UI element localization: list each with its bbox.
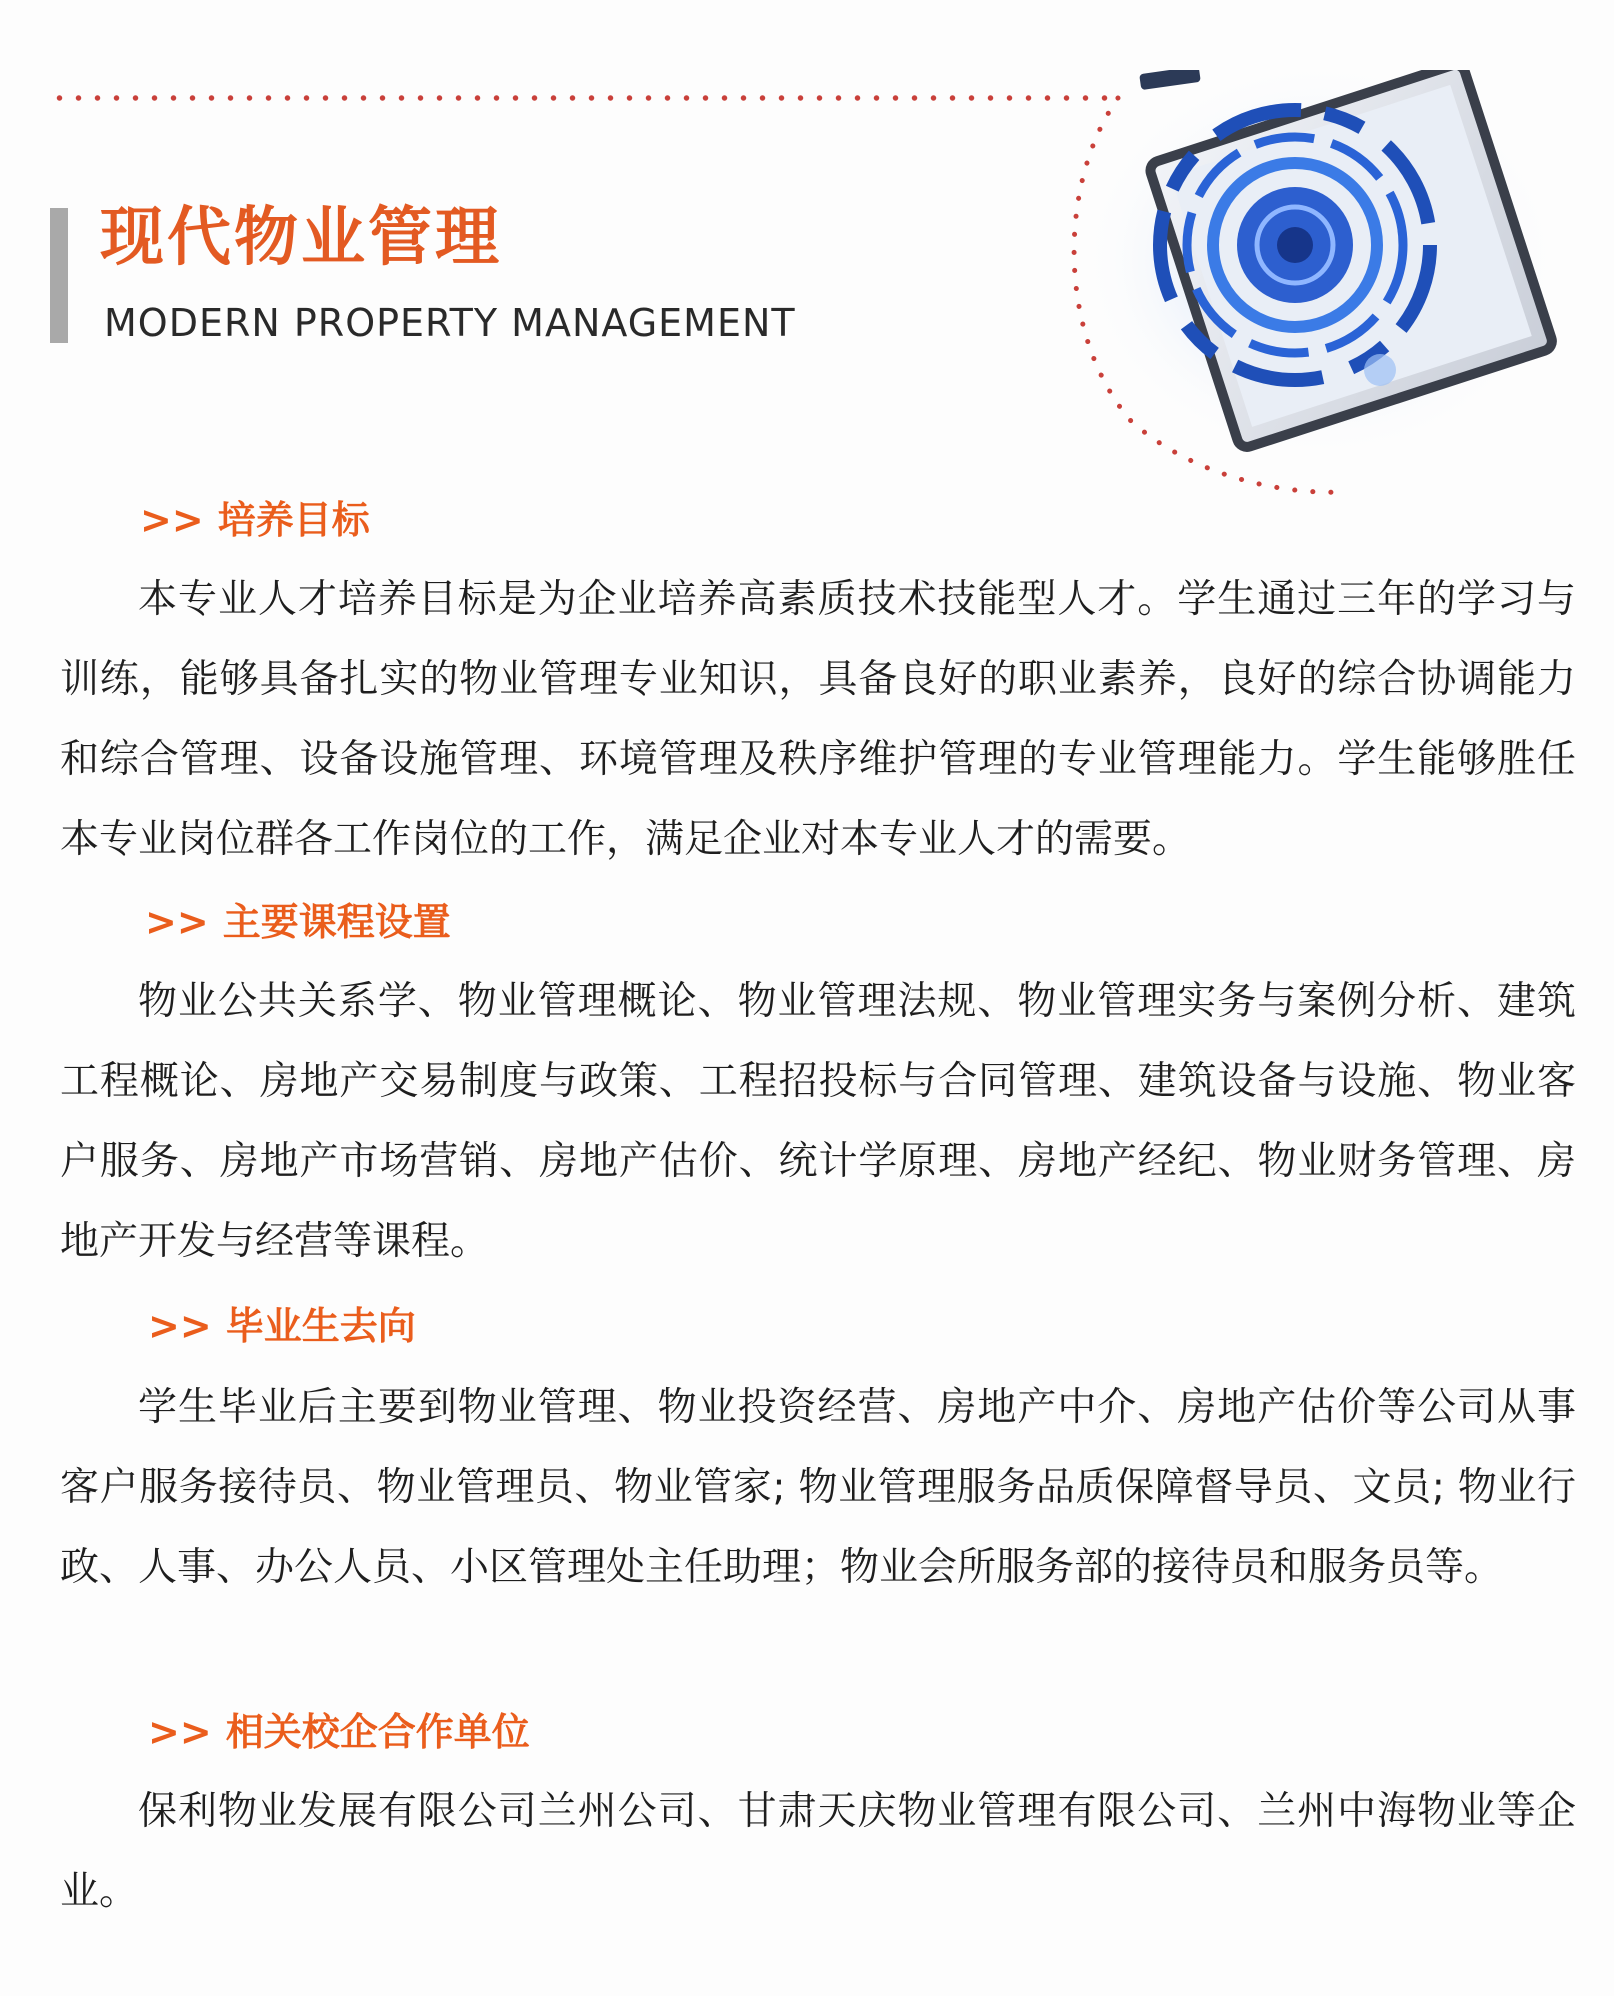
double-chevron-icon: >>: [148, 1710, 212, 1754]
section-body-main-courses: 物业公共关系学、物业管理概论、物业管理法规、物业管理实务与案例分析、建筑工程概论、房地产交易制度与政策、工程招投标与合同管理、建筑设备与设施、物业客户服务、房地产市场营销、房地产估价、统计学原理、房地产经纪、物业财务管理、房地产开发与经营等课程。: [60, 979, 1576, 1264]
page-title: 现代物业管理: [100, 201, 502, 275]
double-chevron-icon: >>: [145, 900, 209, 944]
page-subtitle: MODERN PROPERTY MANAGEMENT: [104, 301, 796, 345]
double-chevron-icon: >>: [148, 1304, 212, 1348]
section-heading-label: 相关校企合作单位: [225, 1710, 530, 1754]
tech-circle-graphic-icon: [1080, 70, 1600, 490]
section-heading-training-goals: [140, 496, 370, 544]
section-heading-label: 培养目标: [217, 498, 370, 542]
section-heading-label: 主要课程设置: [222, 900, 451, 944]
section-heading-label: 毕业生去向: [225, 1304, 416, 1348]
section-heading-main-courses: [145, 898, 451, 946]
title-accent-bar: [50, 208, 68, 343]
section-body-partner-enterprises: 保利物业发展有限公司兰州公司、甘肃天庆物业管理有限公司、兰州中海物业等企业。: [60, 1789, 1576, 1914]
double-chevron-icon: >>: [140, 498, 204, 542]
section-heading-partner-enterprises: [148, 1708, 530, 1756]
section-body-training-goals: 本专业人才培养目标是为企业培养高素质技术技能型人才。学生通过三年的学习与训练，能够具备扎实的物业管理专业知识，具备良好的职业素养，良好的综合协调能力和综合管理、设备设施管理、环境管理及秩序维护管理的专业管理能力。学生能够胜任本专业岗位群各工作岗位的工作，满足企业对本专业人才的需要。: [60, 577, 1576, 862]
top-dotted-divider: [50, 94, 1120, 102]
section-body-graduate-destinations: 学生毕业后主要到物业管理、物业投资经营、房地产中介、房地产估价等公司从事客户服务接待员、物业管理员、物业管家; 物业管理服务品质保障督导员、文员; 物业行政、人事、办公人员、小区管理处主任助理；物业会所服务部的接待员和服务员等。: [60, 1385, 1576, 1590]
section-heading-graduate-destinations: [148, 1302, 416, 1350]
